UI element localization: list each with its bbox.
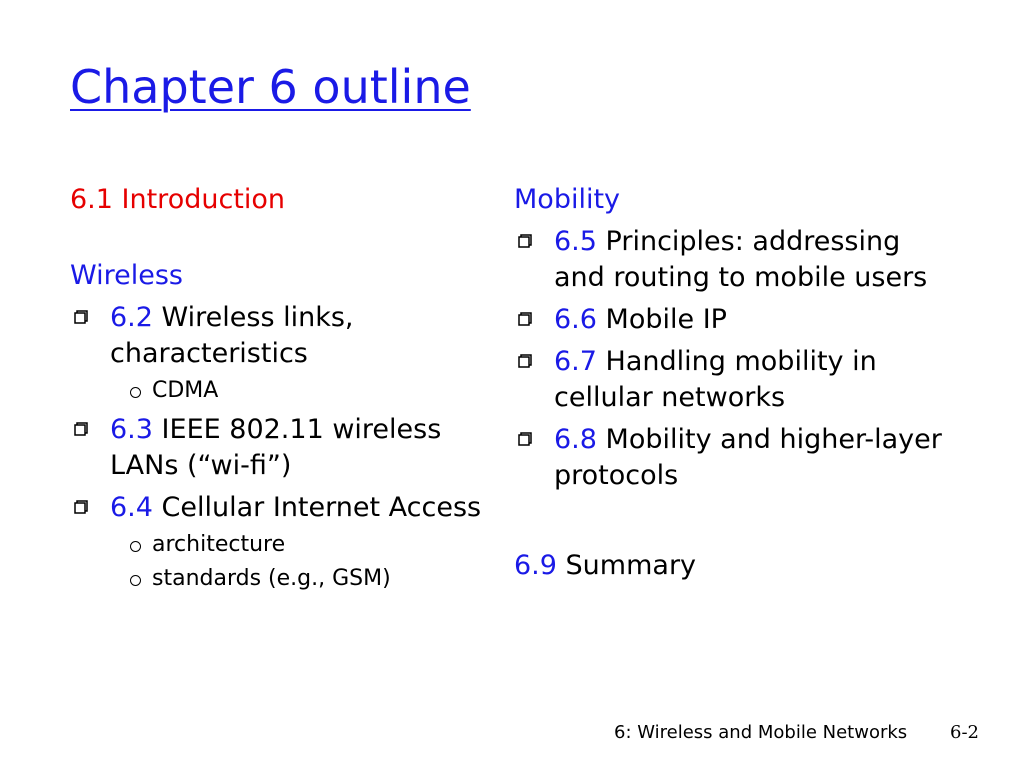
item-number: 6.2 — [110, 302, 153, 333]
outline-item-6-2 — [70, 300, 490, 372]
mobility-heading: Mobility — [514, 184, 621, 215]
item-number: 6.7 — [554, 346, 597, 377]
outline-item-6-6 — [514, 302, 954, 338]
sub-item-cdma — [70, 376, 490, 406]
outline-item-6-3 — [70, 412, 490, 484]
slide-title: Chapter 6 outline — [70, 60, 471, 114]
hollow-square-bullet-icon — [74, 310, 88, 324]
summary-text: Summary — [565, 550, 697, 581]
item-number: 6.4 — [110, 492, 153, 523]
outline-item-6-5 — [514, 224, 954, 296]
hollow-circle-bullet-icon — [130, 541, 141, 552]
item-text: Wireless links, characteristics — [110, 302, 354, 369]
outline-item-6-4 — [70, 490, 490, 526]
item-text: Mobility and higher-layer protocols — [554, 424, 942, 491]
footer-page-number: 6-2 — [950, 722, 979, 743]
summary-heading — [514, 548, 954, 584]
right-column — [514, 182, 954, 584]
item-number: 6.5 — [554, 226, 597, 257]
hollow-square-bullet-icon — [518, 234, 532, 248]
hollow-square-bullet-icon — [518, 432, 532, 446]
hollow-square-bullet-icon — [74, 500, 88, 514]
item-number: 6.8 — [554, 424, 597, 455]
item-number: 6.6 — [554, 304, 597, 335]
wireless-heading: Wireless — [70, 260, 183, 291]
outline-item-6-7 — [514, 344, 954, 416]
sub-item-architecture — [70, 530, 490, 560]
item-text: Handling mobility in cellular networks — [554, 346, 877, 413]
item-text: Principles: addressing and routing to mobile users — [554, 226, 928, 293]
hollow-square-bullet-icon — [74, 422, 88, 436]
outline-item-6-8 — [514, 422, 954, 494]
summary-number: 6.9 — [514, 550, 557, 581]
item-text: Mobile IP — [605, 304, 727, 335]
item-text: Cellular Internet Access — [161, 492, 482, 523]
sub-item-text: standards (e.g., GSM) — [152, 566, 391, 591]
sub-item-text: architecture — [152, 532, 286, 557]
item-text: IEEE 802.11 wireless LANs (“wi-fi”) — [110, 414, 442, 481]
hollow-circle-bullet-icon — [130, 575, 141, 586]
intro-heading: 6.1 Introduction — [70, 184, 286, 215]
left-column — [70, 182, 490, 594]
hollow-square-bullet-icon — [518, 354, 532, 368]
footer-chapter: 6: Wireless and Mobile Networks — [614, 722, 908, 743]
hollow-circle-bullet-icon — [130, 387, 141, 398]
sub-item-standards — [70, 564, 490, 594]
item-number: 6.3 — [110, 414, 153, 445]
hollow-square-bullet-icon — [518, 312, 532, 326]
sub-item-text: CDMA — [152, 378, 219, 403]
